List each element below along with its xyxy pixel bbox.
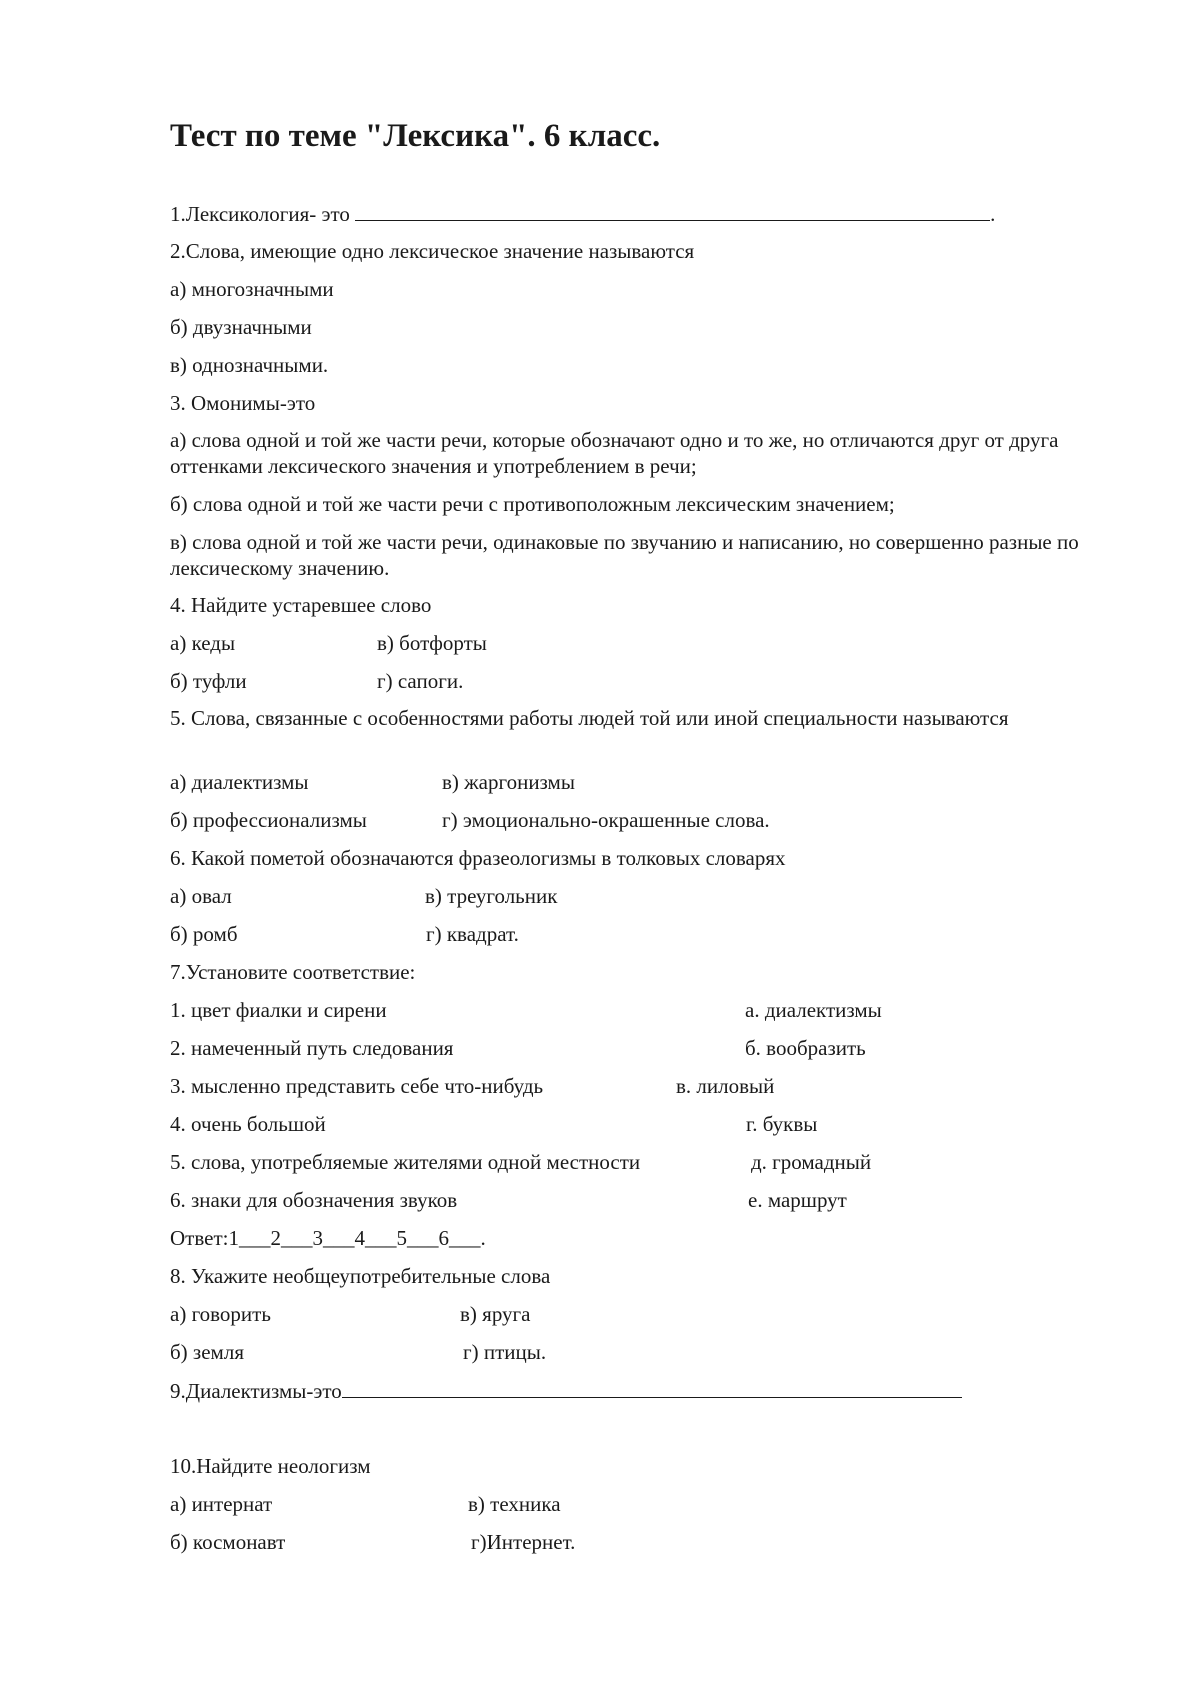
question-3-text: 3. Омонимы-это: [170, 391, 316, 415]
question-1: [170, 200, 995, 227]
question-10-option-g[interactable]: г)Интернет.: [471, 1530, 576, 1554]
question-5-row-2: [170, 807, 770, 833]
match-row-4: [170, 1111, 818, 1137]
question-10-option-v[interactable]: в) техника: [468, 1492, 561, 1516]
question-3-option-v[interactable]: в) слова одной и той же части речи, одинаковые по звучанию и написанию, но совершенно разные по лексическому значению.: [170, 530, 1079, 580]
question-10-row-1: [170, 1491, 561, 1517]
question-7-answer[interactable]: Ответ:1___2___3___4___5___6___.: [170, 1226, 486, 1250]
question-4-option-a[interactable]: а) кеды: [170, 631, 236, 655]
match-right-e: е. маршрут: [748, 1188, 847, 1212]
question-4-text: 4. Найдите устаревшее слово: [170, 593, 432, 617]
question-8-option-b[interactable]: б) земля: [170, 1340, 244, 1364]
question-1-text: 1.Лексикология- это: [170, 202, 350, 226]
match-row-5: [170, 1149, 872, 1175]
question-4-option-g[interactable]: г) сапоги.: [377, 669, 464, 693]
match-right-v: в. лиловый: [676, 1074, 775, 1098]
question-6-option-v[interactable]: в) треугольник: [425, 884, 558, 908]
question-5-row-1: [170, 769, 575, 795]
question-10-text: 10.Найдите неологизм: [170, 1454, 371, 1478]
question-8-option-v[interactable]: в) яруга: [460, 1302, 531, 1326]
answer-blank-1[interactable]: [355, 200, 990, 221]
question-7-text: 7.Установите соответствие:: [170, 960, 416, 984]
question-8-option-g[interactable]: г) птицы.: [463, 1340, 547, 1364]
match-right-b: б. вообразить: [745, 1036, 866, 1060]
question-6-text: 6. Какой пометой обозначаются фразеологизмы в толковых словарях: [170, 846, 786, 870]
match-left-1: 1. цвет фиалки и сирени: [170, 998, 387, 1022]
match-left-4: 4. очень большой: [170, 1112, 326, 1136]
question-4-option-v[interactable]: в) ботфорты: [377, 631, 487, 655]
question-2-text: 2.Слова, имеющие одно лексическое значение называются: [170, 239, 695, 263]
question-4-row-2: [170, 668, 464, 694]
match-right-a: а. диалектизмы: [745, 998, 882, 1022]
match-left-6: 6. знаки для обозначения звуков: [170, 1188, 458, 1212]
question-9: [170, 1377, 962, 1404]
answer-blank-9[interactable]: [342, 1377, 962, 1398]
question-8-row-2: [170, 1339, 547, 1365]
match-row-1: [170, 997, 882, 1023]
question-9-text: 9.Диалектизмы-это: [170, 1379, 342, 1403]
question-3-option-b[interactable]: б) слова одной и той же части речи с противоположным лексическим значением;: [170, 492, 895, 516]
question-3-option-a[interactable]: а) слова одной и той же части речи, которые обозначают одно и то же, но отличаются друг от друга оттенками лексического значения и употреблением в речи;: [170, 428, 1059, 478]
question-6-option-g[interactable]: г) квадрат.: [426, 922, 519, 946]
question-2-option-a[interactable]: а) многозначными: [170, 277, 334, 301]
question-5-option-v[interactable]: в) жаргонизмы: [442, 770, 575, 794]
question-4-row-1: [170, 630, 487, 656]
question-2-option-v[interactable]: в) однозначными.: [170, 353, 329, 377]
question-2-option-b[interactable]: б) двузначными: [170, 315, 312, 339]
question-10-row-2: [170, 1529, 576, 1555]
match-left-2: 2. намеченный путь следования: [170, 1036, 454, 1060]
page-title: Тест по теме "Лексика". 6 класс.: [170, 118, 661, 154]
match-right-d: д. громадный: [751, 1150, 872, 1174]
match-row-6: [170, 1187, 847, 1213]
question-8-row-1: [170, 1301, 531, 1327]
match-right-g: г. буквы: [746, 1112, 818, 1136]
match-row-2: [170, 1035, 866, 1061]
question-5-option-g[interactable]: г) эмоционально-окрашенные слова.: [442, 808, 770, 832]
match-left-5: 5. слова, употребляемые жителями одной местности: [170, 1150, 641, 1174]
question-6-option-a[interactable]: а) овал: [170, 884, 232, 908]
question-8-text: 8. Укажите необщеупотребительные слова: [170, 1264, 551, 1288]
question-6-option-b[interactable]: б) ромб: [170, 922, 238, 946]
question-5-text: 5. Слова, связанные с особенностями работы людей той или иной специальности называются: [170, 706, 1009, 730]
question-8-option-a[interactable]: а) говорить: [170, 1302, 271, 1326]
question-1-end: .: [990, 202, 996, 226]
question-6-row-2: [170, 921, 519, 947]
question-4-option-b[interactable]: б) туфли: [170, 669, 247, 693]
question-10-option-b[interactable]: б) космонавт: [170, 1530, 286, 1554]
question-5-option-b[interactable]: б) профессионализмы: [170, 808, 367, 832]
question-6-row-1: [170, 883, 558, 909]
question-10-option-a[interactable]: а) интернат: [170, 1492, 273, 1516]
match-row-3: [170, 1073, 775, 1099]
question-5-option-a[interactable]: а) диалектизмы: [170, 770, 309, 794]
match-left-3: 3. мысленно представить себе что-нибудь: [170, 1074, 544, 1098]
